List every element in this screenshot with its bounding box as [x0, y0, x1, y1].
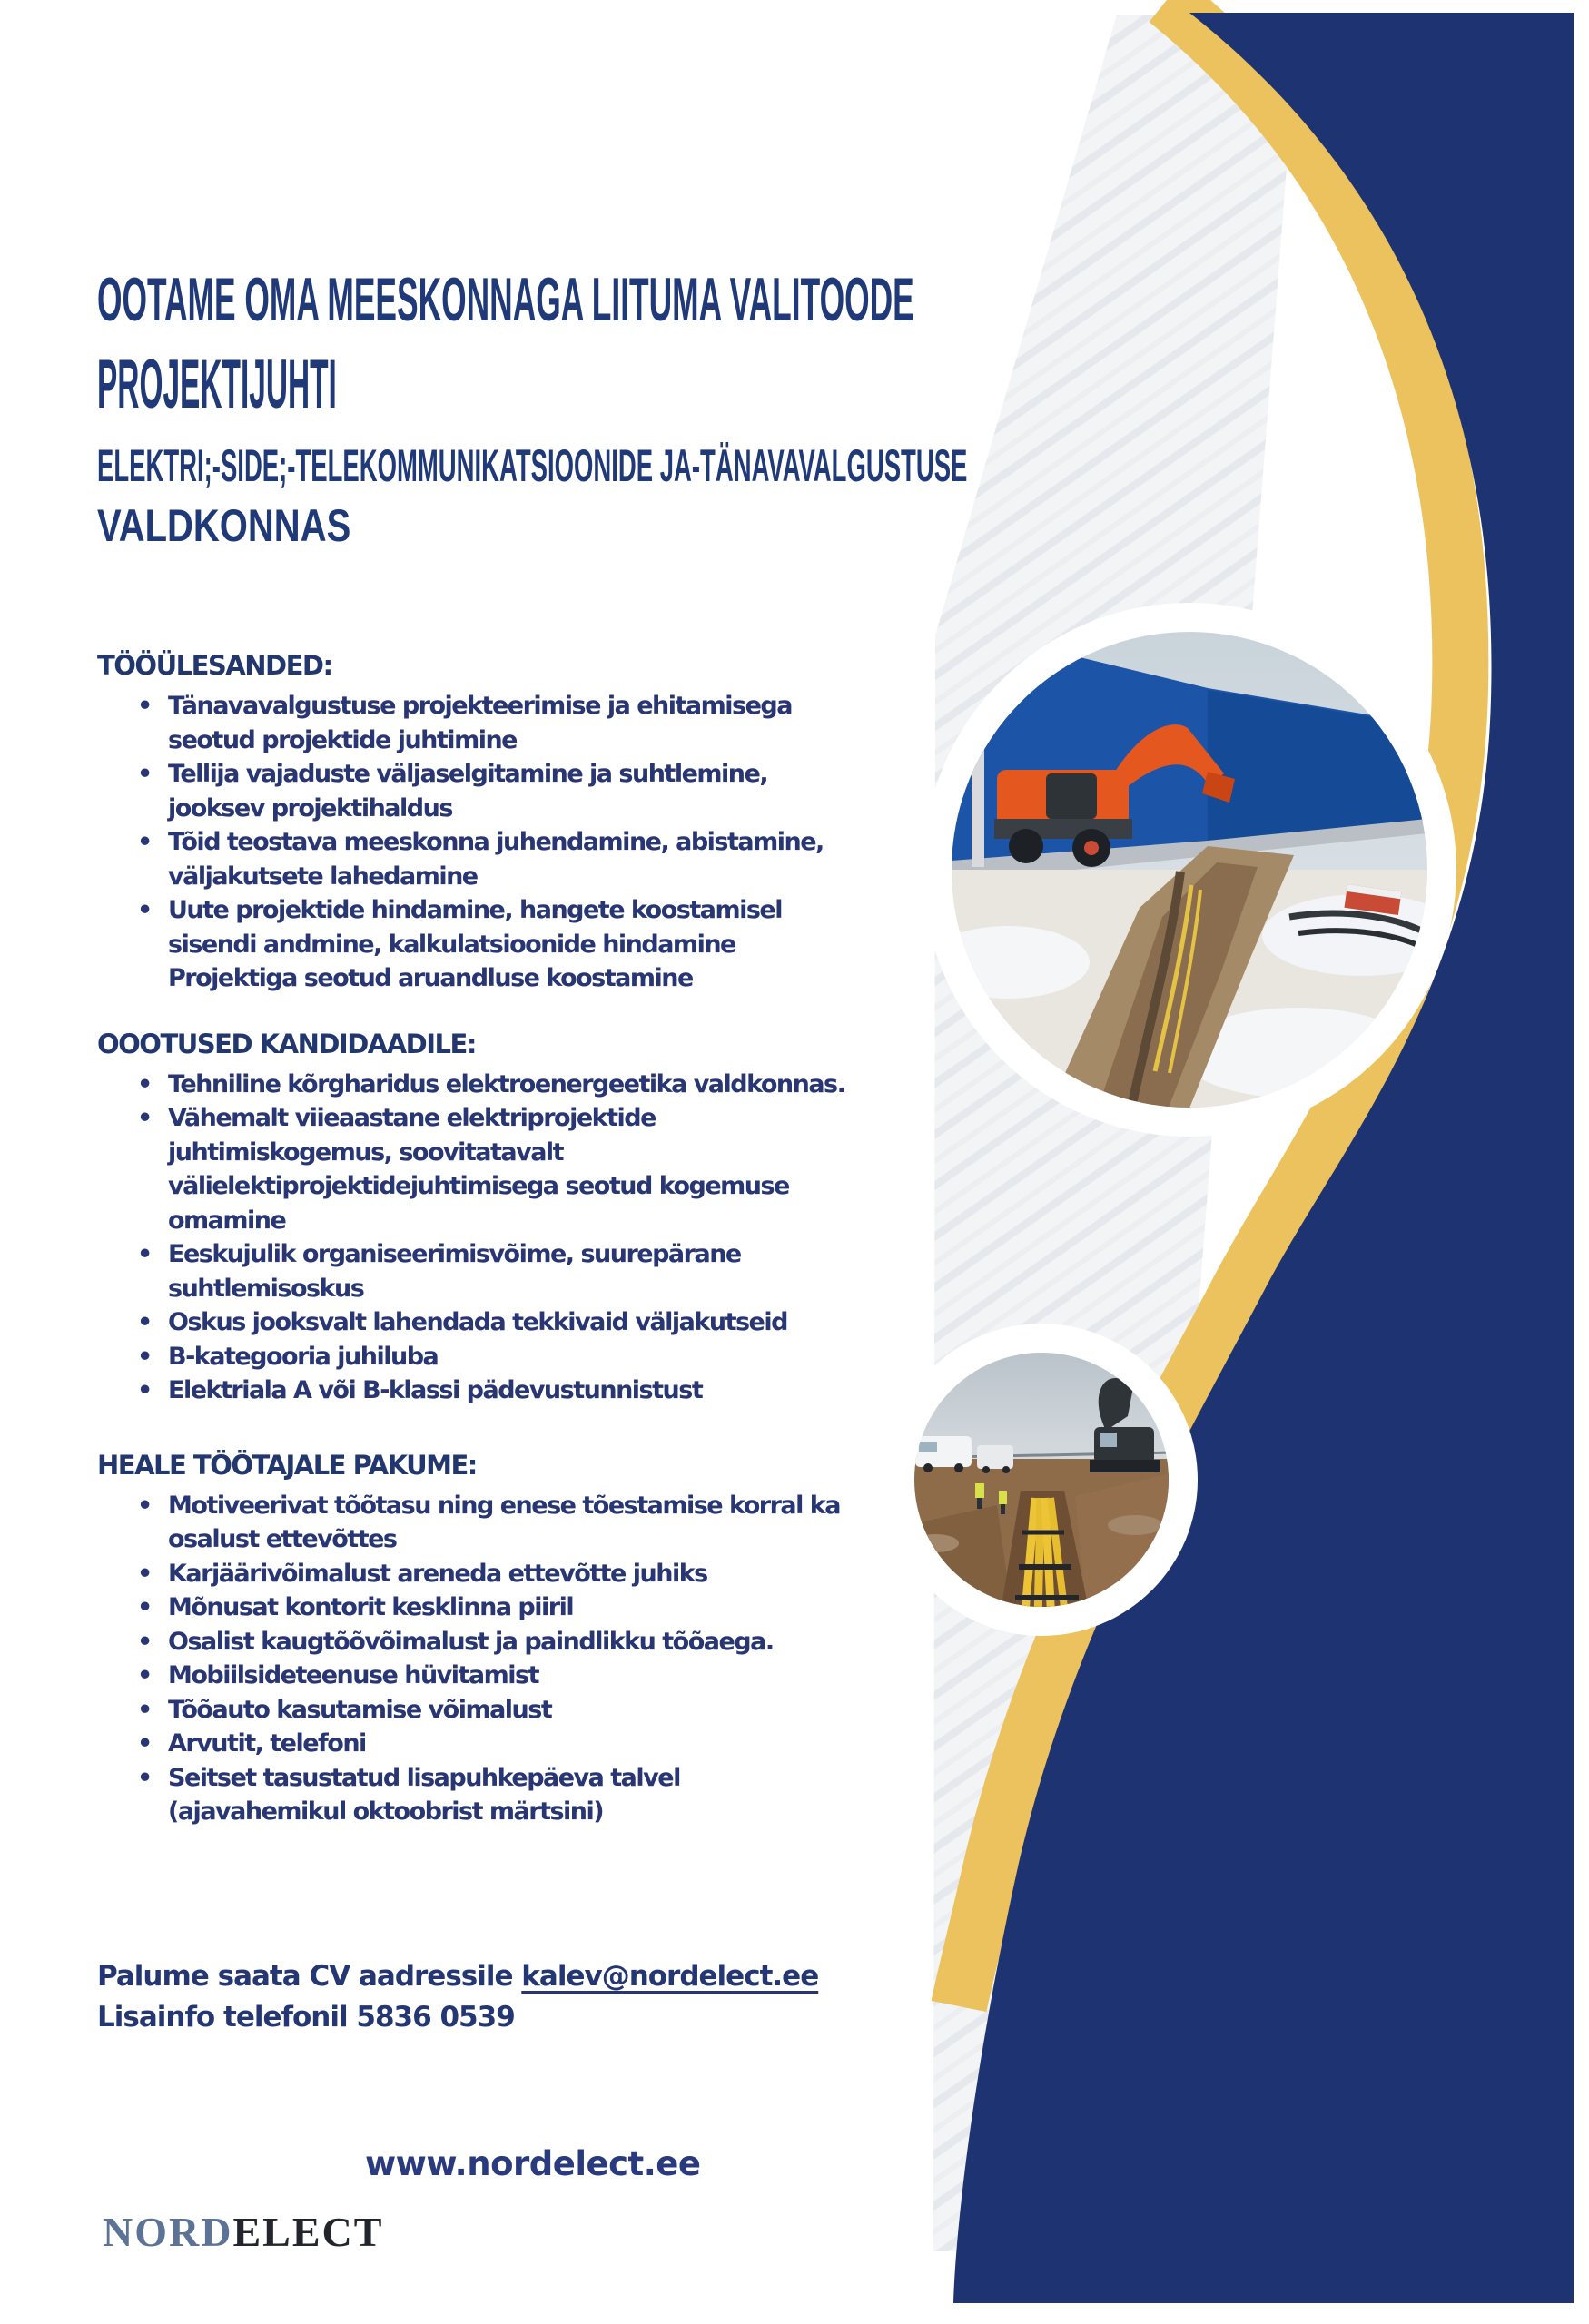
- bullet-item: • Elektriala A või B-klassi pädevustunnistust: [97, 1374, 1005, 1408]
- bullet-item: • Mobiilsideteenuse hüvitamist: [97, 1659, 1005, 1693]
- bullet-item: • Mõnusat kontorit kesklinna piiril: [97, 1590, 1005, 1625]
- bullet-item: • Tellija vajaduste väljaselgitamine ja suhtlemine, jooksev projektihaldus: [97, 757, 1005, 825]
- headline-line1: OOTAME OMA MEESKONNAGA LIITUMA VALITOODE: [97, 265, 914, 334]
- section-offer: [97, 1450, 1005, 1829]
- bullet-item: • Motiveerivat tõõtasu ning enese tõestamise korral ka osalust ettevõttes: [97, 1489, 1005, 1557]
- section-tasks-heading: TÖÖÜLESANDED:: [97, 650, 332, 681]
- bullet-item: • Karjäärivõimalust areneda ettevõtte juhiks: [97, 1557, 1005, 1591]
- nordelect-logo: [103, 2208, 383, 2256]
- bullet-item: • B-kategooria juhiluba: [97, 1340, 1005, 1374]
- section-tasks: [97, 650, 1005, 996]
- content-column: [97, 265, 1005, 2038]
- bullet-item: • Tõõauto kasutamise võimalust: [97, 1693, 1005, 1728]
- bullet-item: • Tänavavalgustuse projekteerimise ja ehitamisega seotud projektide juhtimine: [97, 689, 1005, 757]
- section-offer-list: [97, 1489, 1005, 1829]
- bullet-item: • Tõid teostava meeskonna juhendamine, abistamine, väljakutsete lahedamine: [97, 825, 1005, 893]
- section-expectations: [97, 1029, 1005, 1408]
- bullet-item: • Arvutit, telefoni: [97, 1727, 1005, 1761]
- bullet-item: • Osalist kaugtõõvõimalust ja paindlikku tõõaega.: [97, 1625, 1005, 1659]
- bullet-item: • Uute projektide hindamine, hangete koostamisel sisendi andmine, kalkulatsioonide hindamine Projektiga seotud aruandluse koostamine: [97, 893, 1005, 996]
- section-expectations-heading: OOOTUSED KANDIDAADILE:: [97, 1028, 476, 1059]
- contact-block: [97, 1956, 1005, 2038]
- section-offer-heading: HEALE TÖÖTAJALE PAKUME:: [97, 1449, 477, 1481]
- headline-line4: VALDKONNAS: [97, 500, 351, 551]
- headline-job-title: PROJEKTIJUHTI: [97, 346, 337, 423]
- contact-cv-line: [97, 1956, 1005, 1997]
- email-link[interactable]: kalev@nordelect.ee: [521, 1959, 819, 1993]
- bullet-item: • Tehniline kõrgharidus elektroenergeetika valdkonnas.: [97, 1068, 1005, 1102]
- bullet-item: • Eeskujulik organiseerimisvõime, suurepärane suhtlemisoskus: [97, 1237, 1005, 1305]
- section-expectations-list: [97, 1068, 1005, 1408]
- contact-cv-prefix: Palume saata CV aadressile: [97, 1959, 522, 1993]
- section-tasks-list: [97, 689, 1005, 996]
- website-url: www.nordelect.ee: [365, 2144, 701, 2183]
- bullet-item: • Seitset tasustatud lisapuhkepäeva talvel (ajavahemikul oktoobrist märtsini): [97, 1761, 1005, 1829]
- logo-elect-text: ELECT: [232, 2209, 384, 2255]
- bullet-item: • Vähemalt viieaastane elektriprojektide juhtimiskogemus, soovitatavalt välielektiprojektidejuhtimisega seotud kogemuse omamine: [97, 1101, 1005, 1237]
- bullet-item: • Oskus jooksvalt lahendada tekkivaid väljakutseid: [97, 1305, 1005, 1340]
- headline-line3: ELEKTRI;-SIDE;-TELEKOMMUNIKATSIOONIDE JA-TÄNAVAVALGUSTUSE: [97, 440, 968, 491]
- contact-phone-line: Lisainfo telefonil 5836 0539: [97, 2000, 515, 2034]
- logo-nord-text: NORD: [103, 2209, 233, 2255]
